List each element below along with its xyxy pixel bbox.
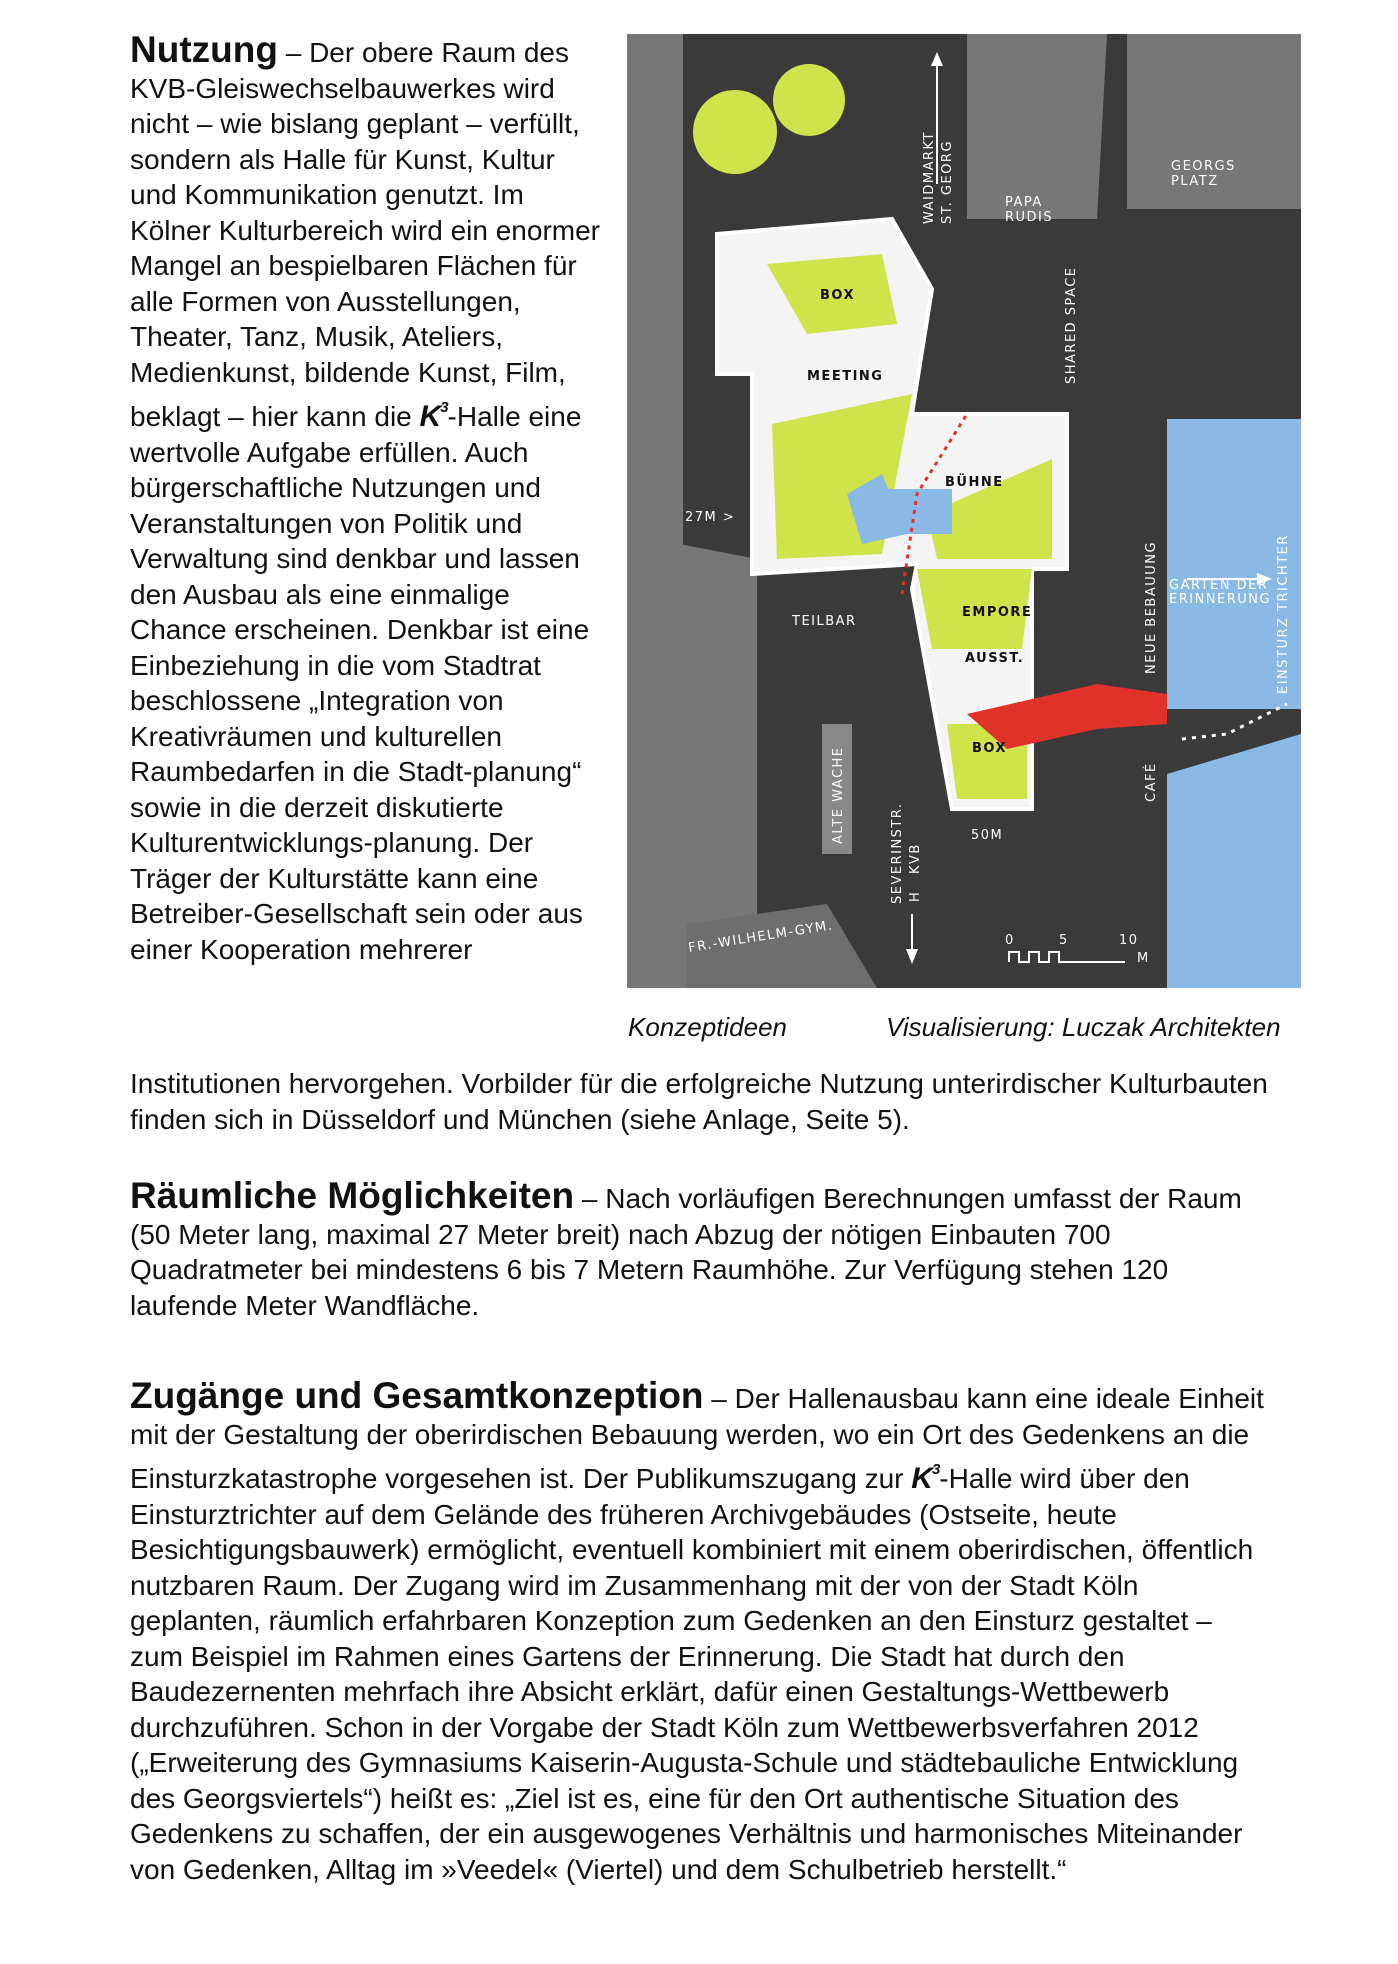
label-box-top: BOX bbox=[820, 288, 856, 303]
label-meeting: MEETING bbox=[807, 369, 884, 384]
scale-5: 5 bbox=[1059, 933, 1069, 948]
heading-zugaenge: Zugänge und Gesamtkonzeption bbox=[130, 1375, 704, 1416]
label-buehne: BÜHNE bbox=[945, 475, 1004, 490]
label-shared-space: SHARED SPACE bbox=[1064, 266, 1079, 384]
paragraph-raeumliche bbox=[130, 1175, 1270, 1323]
label-empore: EMPORE bbox=[962, 605, 1033, 620]
floor-plan-svg bbox=[627, 34, 1301, 988]
k3-logo-2: $K^3$ bbox=[911, 1461, 940, 1495]
label-fr-wilhelm: FR.-WILHELM-GYM. bbox=[687, 918, 835, 956]
label-cafe: CAFÉ bbox=[1144, 762, 1159, 802]
label-50m: 50M bbox=[971, 828, 1004, 843]
figure-caption: Konzeptideen bbox=[628, 1012, 788, 1042]
paragraph-nutzung-cont: Institutionen hervorgehen. Vorbilder für die erfolgreiche Nutzung unterirdischer Kulturbauten finden sich in Düsseldorf und München (siehe Anlage, Seite 5). bbox=[130, 1068, 1268, 1135]
paragraph-zugaenge bbox=[130, 1375, 1270, 1887]
label-garten-2: ERINNERUNG bbox=[1169, 592, 1272, 607]
scale-unit: M bbox=[1137, 951, 1150, 966]
garden-path bbox=[1182, 704, 1287, 739]
k3-logo: $K^3$ bbox=[419, 399, 448, 433]
label-box-bottom: BOX bbox=[972, 741, 1008, 756]
zugaenge-text-a: – Der Hallenausbau kann eine ideale Einheit mit der Gestaltung der oberirdischen Bebauung werden, wo ein Ort des Gedenkens an die Einsturzkatastrophe vorgesehen ist. Der Publikumszugang zur bbox=[130, 1383, 1264, 1494]
building-papa-rudis bbox=[967, 34, 1107, 219]
label-garten-1: GARTEN DER bbox=[1169, 578, 1269, 593]
zugaenge-text-b: -Halle wird über den Einsturztrichter auf dem Gelände des früheren Archivgebäudes (Ostseite, heute Besichtigungsbauwerk) ermöglicht, eventuell kombiniert mit einem oberirdischen, öffentlich nutzbaren Raum. Der Zugang wird im Zusammenhang mit der von der Stadt Köln geplanten, räumlich erfahrbaren Konzeption zum Gedenken an den Einsturz gestaltet – zum Beispiel im Rahmen eines Gartens der Erinnerung. Die Stadt hat durch den Baudezernenten mehrfach ihre Absicht erklärt, dafür einen Gestaltungs-Wettbewerb durchzuführen. Schon in der Vorgabe der Stadt Köln zum Wettbewerbsverfahren 2012 („Erweiterung des Gymnasiums Kaiserin-Augusta-Schule und städtebauliche Entwicklung des Georgsviertels“) heißt es: „Ziel ist es, eine für den Ort authentische Situation des Gedenkens zu schaffen, der ein ausgewogenes Verhältnis und harmonisches Miteinander von Gedenken, Alltag im »Veedel« (Viertel) und dem Schulbetrieb herstellt.“ bbox=[130, 1463, 1254, 1885]
label-alte-wache: ALTE WACHE bbox=[831, 746, 846, 844]
nutzung-text-a: – Der obere Raum des KVB-Gleiswechselbauwerkes wird nicht – wie bislang geplant – verfüllt, sondern als Halle für Kunst, Kultur und Kommunikation genutzt. Im Kölner Kulturbereich wird ein enormer Mangel an bespielbaren Flächen für alle Formen von Ausstellungen, Theater, Tanz, Musik, Ateliers, Medienkunst, bildende Kunst, Film, beklagt – hier kann die bbox=[130, 37, 600, 432]
south-arrow-head bbox=[906, 949, 918, 964]
paragraph-nutzung bbox=[130, 29, 600, 967]
raeumliche-text: – Nach vorläufigen Berechnungen umfasst der Raum (50 Meter lang, maximal 27 Meter breit) nach Abzug der nötigen Einbauten 700 Quadratmeter bei mindestens 6 bis 7 Metern Raumhöhe. Zur Verfügung stehen 120 laufende Meter Wandfläche. bbox=[130, 1183, 1242, 1321]
label-kvb: KVB bbox=[908, 843, 923, 874]
figure-credit: Visualisierung: Luczak Architekten bbox=[886, 1012, 1281, 1042]
label-einsturz: EINSTURZ TRICHTER bbox=[1276, 534, 1291, 694]
label-27m: 27M > bbox=[685, 510, 736, 525]
heading-nutzung: Nutzung bbox=[130, 29, 278, 70]
label-waidmarkt: WAIDMARKT bbox=[922, 131, 937, 224]
scale-0: 0 bbox=[1005, 933, 1015, 948]
water-area bbox=[1167, 734, 1301, 988]
label-papa: PAPA bbox=[1005, 195, 1043, 210]
scale-bar bbox=[1009, 952, 1125, 962]
label-teilbar: TEILBAR bbox=[792, 614, 857, 629]
label-platz: PLATZ bbox=[1171, 174, 1219, 189]
label-h: H bbox=[908, 890, 923, 902]
north-arrow-head bbox=[931, 52, 943, 66]
floor-plan-figure bbox=[627, 34, 1301, 988]
tree-circle-2 bbox=[773, 64, 845, 136]
scale-10: 10 bbox=[1119, 933, 1139, 948]
label-rudis: RUDIS bbox=[1005, 210, 1054, 225]
label-georgs: GEORGS bbox=[1171, 159, 1236, 174]
tree-circle-1 bbox=[693, 90, 777, 174]
nutzung-text-b: -Halle eine wertvolle Aufgabe erfüllen. Auch bürgerschaftliche Nutzungen und Veranstaltungen von Politik und Verwaltung sind denkbar und lassen den Ausbau als eine einmalige Chance erscheinen. Denkbar ist eine Einbeziehung in die vom Stadtrat beschlossene „Integration von Kreativräumen und kulturellen Raumbedarfen in die Stadt-planung“ sowie in die derzeit diskutierte Kulturentwicklungs-planung. Der Träger der Kulturstätte kann eine Betreiber-Gesellschaft sein oder aus einer Kooperation mehrerer bbox=[130, 401, 590, 965]
heading-raeumliche: Räumliche Möglichkeiten bbox=[130, 1175, 575, 1216]
label-ausst: AUSST. bbox=[965, 651, 1025, 666]
label-st-georg: ST. GEORG bbox=[940, 139, 955, 224]
label-severinstr: SEVERINSTR. bbox=[890, 802, 905, 904]
label-neue-bebauung: NEUE BEBAUUNG bbox=[1144, 540, 1159, 674]
